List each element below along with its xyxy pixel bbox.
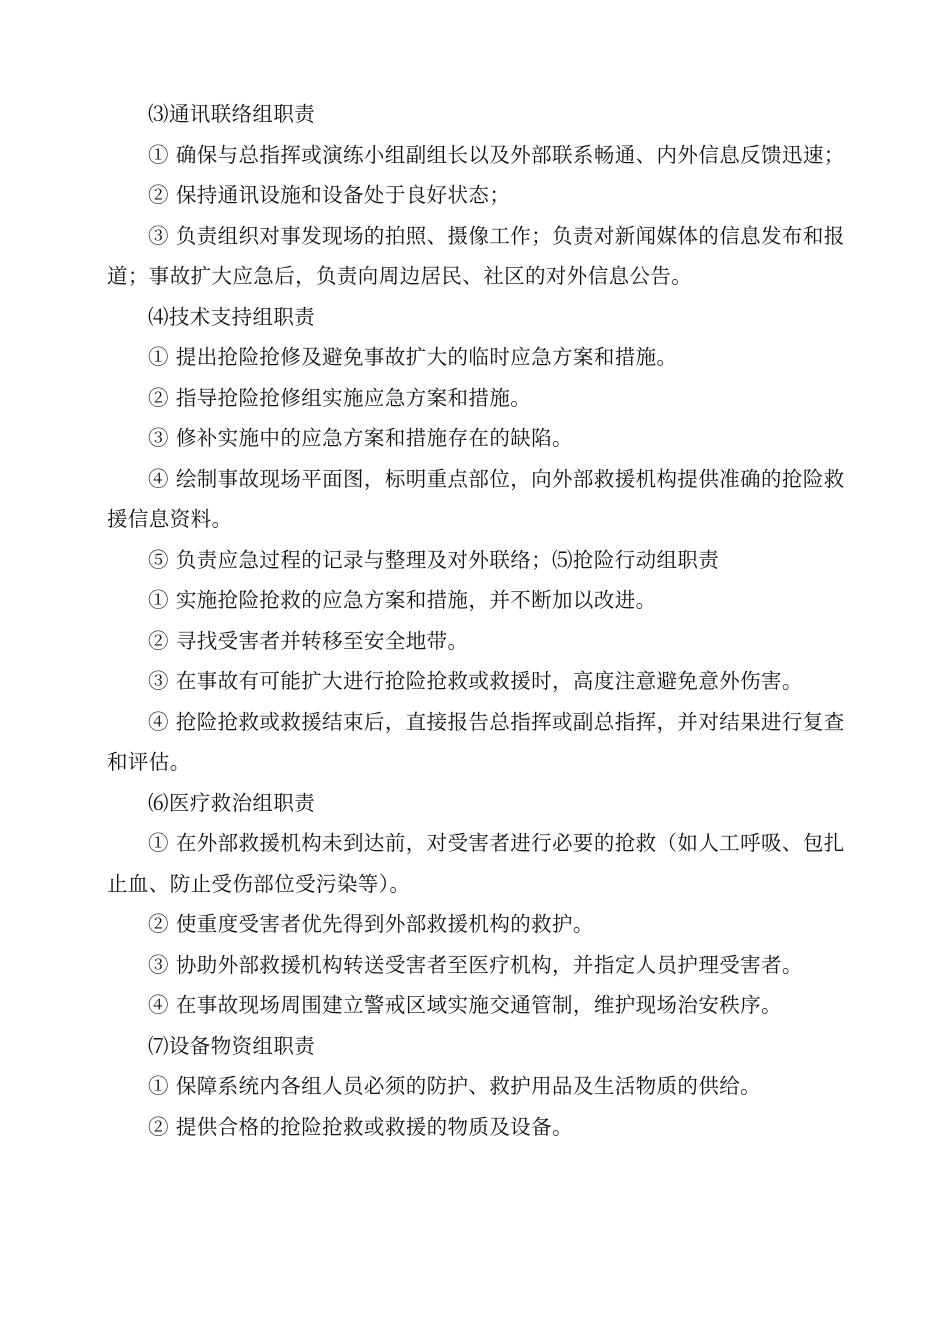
list-item: ① 提出抢险抢修及避免事故扩大的临时应急方案和措施。	[148, 345, 678, 369]
list-item: ② 提供合格的抢险抢救或救援的物质及设备。	[148, 1114, 573, 1139]
list-item: ② 寻找受害者并转移至安全地带。	[148, 628, 469, 653]
list-item: ① 确保与总指挥或演练小组副组长以及外部联系畅通、内外信息反馈迅速；	[148, 142, 845, 167]
list-item: ③ 协助外部救援机构转送受害者至医疗机构，并指定人员护理受害者。	[148, 952, 803, 977]
document-body	[107, 94, 847, 1147]
list-item: ④ 绘制事故现场平面图，标明重点部位，向外部救援机构提供准确的抢险救援信息资料。	[107, 466, 845, 531]
list-item: ① 保障系统内各组人员必须的防护、救护用品及生活物质的供给。	[148, 1074, 762, 1098]
section-heading-equipment: ⑺设备物资组职责	[148, 1033, 316, 1058]
list-item: ③ 在事故有可能扩大进行抢险抢救或救援时，高度注意避免意外伤害。	[148, 669, 803, 693]
list-item: ② 指导抢险抢修组实施应急方案和措施。	[148, 385, 532, 410]
list-item: ③ 修补实施中的应急方案和措施存在的缺陷。	[148, 426, 573, 450]
list-item: ① 在外部救援机构未到达前，对受害者进行必要的抢救（如人工呼吸、包扎止血、防止受伤部位受污染等）。	[107, 831, 845, 896]
list-item: ⑤ 负责应急过程的记录与整理及对外联络；⑸抢险行动组职责	[148, 547, 720, 572]
section-heading-technical-support: ⑷技术支持组职责	[148, 304, 316, 329]
section-heading-medical: ⑹医疗救治组职责	[148, 790, 316, 815]
list-item: ④ 在事故现场周围建立警戒区域实施交通管制，维护现场治安秩序。	[148, 993, 782, 1017]
list-item: ② 保持通讯设施和设备处于良好状态；	[148, 183, 511, 207]
section-heading-communication: ⑶通讯联络组职责	[148, 102, 316, 126]
list-item: ① 实施抢险抢救的应急方案和措施，并不断加以改进。	[148, 588, 657, 612]
list-item: ③ 负责组织对事发现场的拍照、摄像工作；负责对新闻媒体的信息发布和报道；事故扩大应急后，负责向周边居民、社区的对外信息公告。	[107, 223, 845, 288]
list-item: ④ 抢险抢救或救援结束后，直接报告总指挥或副总指挥，并对结果进行复查和评估。	[107, 709, 845, 774]
list-item: ② 使重度受害者优先得到外部救援机构的救护。	[148, 912, 594, 936]
